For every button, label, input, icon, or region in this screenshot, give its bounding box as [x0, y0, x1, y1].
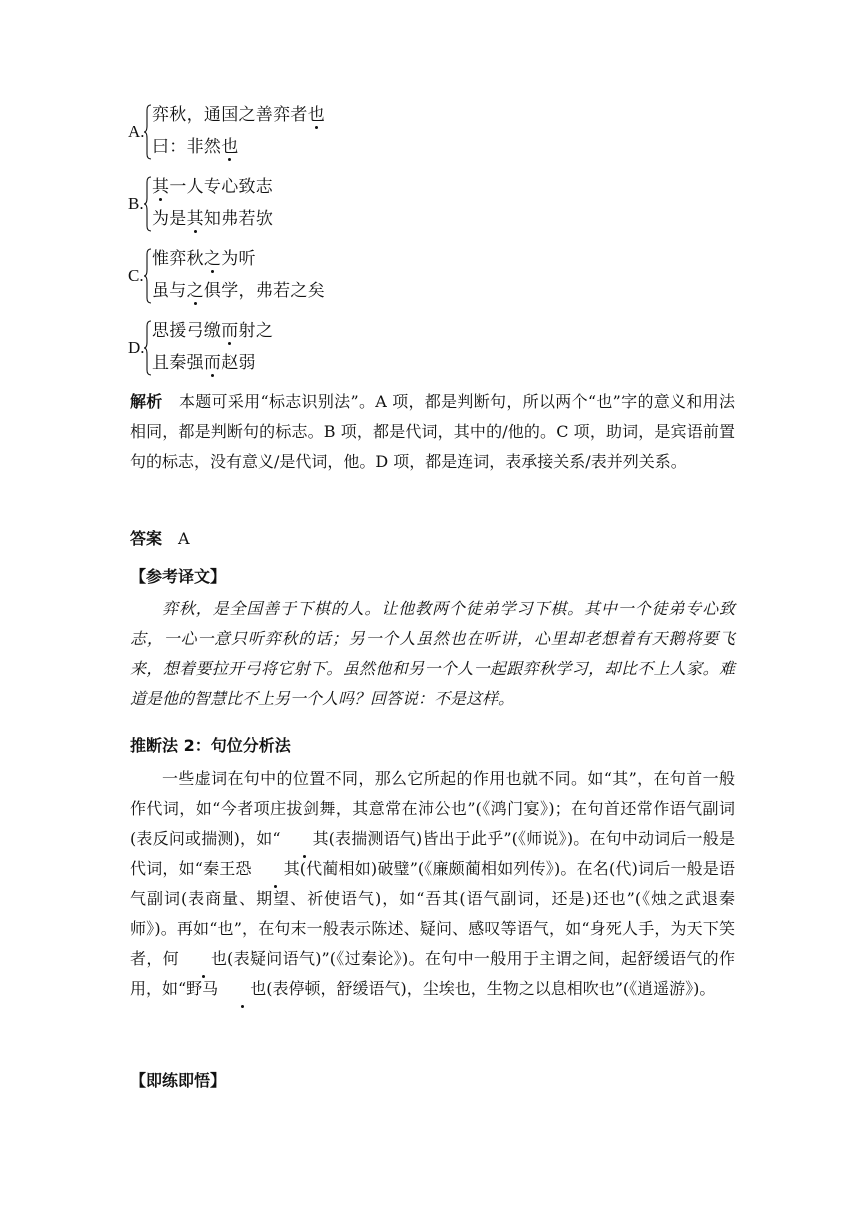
- option-a: [128, 104, 448, 164]
- method-paragraph: 一些虚词在句中的位置不同，那么它所起的作用也就不同。如“其”，在句首一般作代词，如“今者项庄拔剑舞，其意常在沛公也”(《鸿门宴》)；在句首还常作语气副词(表反问或揣测)，如“ 其(表揣测语气)皆出于此乎”(《师说》)。在句中动词后一般是代词，如“秦王恐 其(代蔺相如)破璧”(《廉颇蔺相如列传》)。在名(代)词后一般是语气副词(表商量、期望、祈使语气)，如“吾其(语气副词，还是)还也”(《烛之武退秦师》)。再如“也”，在句末一般表示陈述、疑问、感叹等语气，如“身死人手，为天下笑者，何 也(表疑问语气)”(《过秦论》)。在句中一般用于主谓之间，起舒缓语气的作用，如“野马 也(表停顿，舒缓语气)，尘埃也，生物之以息相吹也”(《逍遥游》)。: [130, 764, 735, 1004]
- option-line-2: 且秦强而赵弱: [152, 348, 256, 373]
- option-letter: A .: [128, 122, 145, 142]
- option-line-1: 惟弈秋之为听: [152, 244, 256, 269]
- analysis-label: 解析: [130, 392, 163, 411]
- brace-icon: [144, 320, 152, 376]
- practice-heading: 【即练即悟】: [130, 1071, 227, 1090]
- option-line-2: 虽与之俱学，弗若之矣: [152, 276, 325, 301]
- option-b: [128, 176, 448, 236]
- analysis-paragraph: [130, 387, 735, 477]
- translation-text: 弈秋，是全国善于下棋的人。让他教两个徒弟学习下棋。其中一个徒弟专心致志，一心一意只听弈秋的话；另一个人虽然也在听讲，心里却老想着有天鹅将要飞来，想着要拉开弓将它射下。虽然他和另一个人一起跟弈秋学习，却比不上人家。难道是他的智慧比不上另一个人吗？回答说：不是这样。: [130, 599, 735, 708]
- brace-icon: [144, 176, 152, 232]
- option-letter: D .: [128, 338, 145, 358]
- answer-line: [130, 524, 735, 554]
- translation-heading: 【参考译文】: [130, 567, 227, 586]
- option-line-1: 其一人专心致志: [152, 172, 273, 197]
- option-letter: C .: [128, 266, 144, 286]
- answer-value: A: [178, 529, 190, 548]
- brace-icon: [144, 104, 152, 160]
- brace-icon: [144, 248, 152, 304]
- option-line-1: 思援弓缴而射之: [152, 316, 273, 341]
- option-letter: B .: [128, 194, 144, 214]
- option-c: [128, 248, 448, 308]
- option-line-2: 曰：非然也: [152, 132, 239, 157]
- option-line-2: 为是其知弗若欤: [152, 204, 273, 229]
- option-line-1: 弈秋，通国之善弈者也: [152, 100, 325, 125]
- answer-label: 答案: [130, 529, 163, 548]
- option-d: [128, 320, 448, 380]
- analysis-text: 本题可采用“标志识别法”。A 项，都是判断句，所以两个“也”字的意义和用法相同，都是判断句的标志。B 项，都是代词，其中的/他的。C 项，助词，是宾语前置句的标志，没有意义/是代词，他。D 项，都是连词，表承接关系/表并列关系。: [130, 392, 735, 471]
- method-heading: 推断法 2：句位分析法: [130, 736, 291, 755]
